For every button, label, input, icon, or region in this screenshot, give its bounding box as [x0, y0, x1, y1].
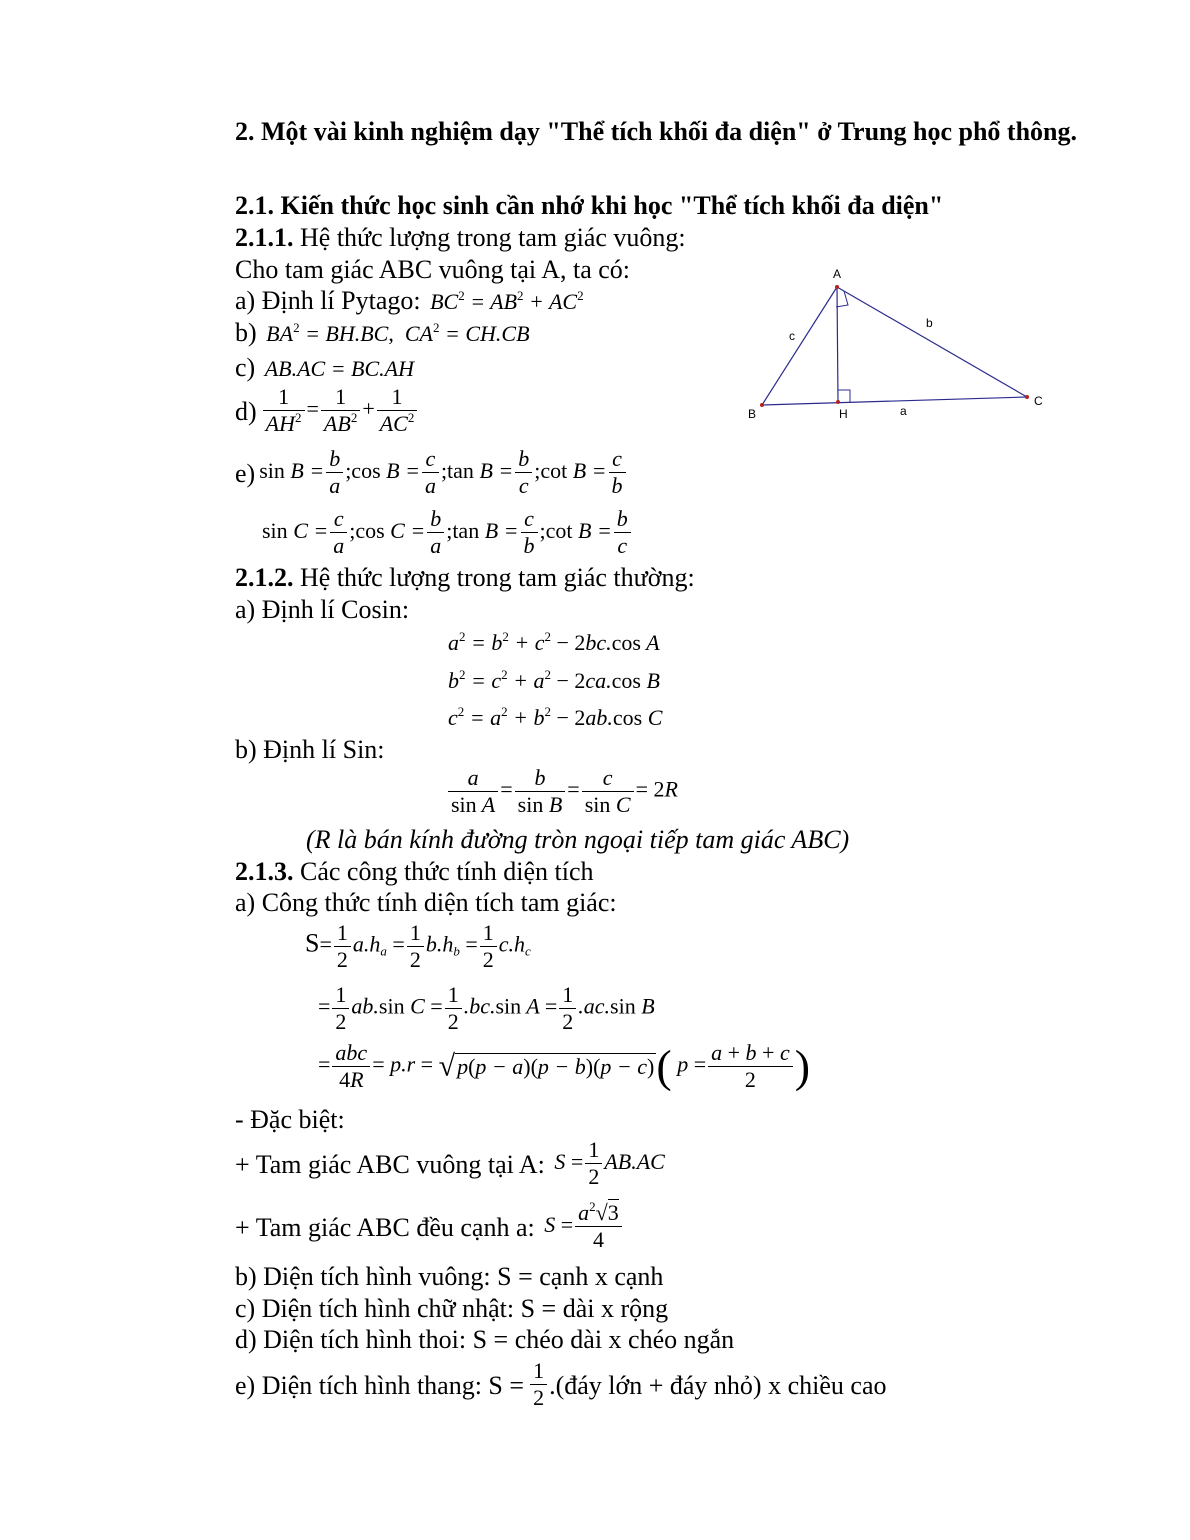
item-e-label: e) — [235, 458, 256, 488]
section-number: 2.1.2. — [235, 563, 294, 592]
item-c-label: c) — [235, 353, 256, 382]
label-side-b: b — [926, 316, 933, 330]
section-number: 2.1.1. — [235, 223, 294, 252]
pythagoras-formula: $BC^2 = AB^2 + AC^2$ — [424, 288, 584, 314]
triangle-area-label: a) Công thức tính diện tích tam giác: — [235, 888, 617, 917]
side-ac — [837, 287, 1027, 397]
equilateral-triangle-area — [235, 1200, 624, 1253]
product-formula: AB.AC = BC.AH — [259, 356, 414, 381]
rhombus-area: d) Diện tích hình thoi: S = chéo dài x chéo ngắn — [235, 1325, 735, 1354]
altitude-ah — [837, 287, 838, 402]
altitude-formula: $\frac{1}{AH^2}$ = $\frac{1}{AB^2}$ + $\frac{1}{AC^2}$ — [261, 396, 420, 421]
point-b — [760, 403, 764, 407]
label-h: H — [839, 407, 848, 421]
sine-rule-label: b) Định lí Sin: — [235, 735, 385, 764]
triangle-area-heights: S= $\frac{1}{2}$ $a.h_a$ = $\frac{1}{2}$ $b.h_b$ = $\frac{1}{2}$ $c.h_c$ — [305, 920, 531, 972]
trapezoid-formula-text: .(đáy lớn + đáy nhỏ) x chiều cao — [549, 1370, 887, 1400]
right-triangle-figure — [740, 260, 1060, 430]
sine-rule-formula: $\frac{a}{\text{sin A}}$ = $\frac{b}{\text{sin B}}$ = $\frac{c}{\text{sin C}}$ = 2R — [446, 765, 678, 818]
item-b-label: b) — [235, 318, 257, 347]
rectangle-area: c) Diện tích hình chữ nhật: S = dài x rộng — [235, 1294, 669, 1323]
right-triangle-formula: S = $\frac{1}{2}$ AB.AC — [548, 1137, 665, 1189]
section-2-1-title: 2.1. Kiến thức học sinh cần nhớ khi học "Thể tích khối đa diện" — [235, 191, 944, 220]
label-c: C — [1034, 394, 1043, 408]
right-angle-mark-h — [838, 390, 850, 402]
trig-ratios-b: sin B = $\frac{b}{a}$ ;cos B = $\frac{c}{a}$ ;tan B = $\frac{b}{c}$ ;cot B = $\frac{c}{b}$ — [259, 458, 627, 483]
section-2-1-1-title — [235, 223, 686, 253]
square-area: b) Diện tích hình vuông: S = cạnh x cạnh — [235, 1262, 664, 1291]
cosine-rule-label: a) Định lí Cosin: — [235, 595, 410, 624]
label-a: A — [833, 267, 842, 281]
projection-formula: $BA^2 = BH.BC$, $CA^2 = CH.CB$ — [260, 320, 530, 346]
section-title: Hệ thức lượng trong tam giác vuông: — [293, 223, 686, 252]
item-a — [235, 286, 584, 316]
section-number: 2.1.3. — [235, 857, 294, 886]
section-2-1-3-title — [235, 857, 594, 887]
main-heading: 2. Một vài kinh nghiệm dạy "Thể tích khối đa diện" ở Trung học phổ thông. — [235, 117, 1078, 146]
item-c — [235, 353, 414, 383]
item-e — [235, 446, 628, 499]
trapezoid-label: e) Diện tích hình thang: S = — [235, 1370, 525, 1400]
triangle-area-heron: = $\frac{\text{abc}}{4R}$ = p.r = √p(p − a)(p − b)(p − c)( p = $\frac{a + b + c}{2}$ ) — [318, 1040, 811, 1092]
section-2-1-2-title — [235, 563, 695, 593]
point-h — [836, 400, 840, 404]
equilateral-triangle-formula: S = $\frac{a^2√3}{4}$ — [539, 1212, 624, 1237]
equilateral-triangle-label: + Tam giác ABC đều cạnh a: — [235, 1212, 535, 1242]
item-b — [235, 318, 530, 348]
cosine-rule-c: $c^2 = a^2 + b^2 - 2ab.\cos$ C — [448, 704, 663, 730]
section-title: Hệ thức lượng trong tam giác thường: — [293, 563, 695, 592]
circumradius-note: (R là bán kính đường tròn ngoại tiếp tam giác ABC) — [306, 825, 850, 854]
label-side-c: c — [789, 329, 795, 343]
intro-text: Cho tam giác ABC vuông tại A, ta có: — [235, 255, 631, 284]
right-triangle-area — [235, 1137, 665, 1190]
cosine-rule-a: $a^2 = b^2 + c^2 - 2bc.\cos$ A — [448, 629, 660, 655]
point-c — [1025, 395, 1029, 399]
item-a-label: a) Định lí Pytago: — [235, 286, 421, 315]
point-a — [835, 285, 839, 289]
label-side-a: a — [900, 404, 907, 418]
right-angle-mark-a — [836, 291, 848, 307]
triangle-area-sines: = $\frac{1}{2}$ ab.sin C = $\frac{1}{2}$ .bc.sin A = $\frac{1}{2}$ .ac.sin B — [318, 982, 655, 1034]
section-title: Các công thức tính diện tích — [293, 857, 594, 886]
cosine-rule-b: $b^2 = c^2 + a^2 - 2ca.\cos$ B — [448, 667, 660, 693]
side-ab — [762, 287, 837, 405]
item-d-label: d) — [235, 396, 257, 426]
label-b: B — [748, 407, 757, 421]
trapezoid-area: e) Diện tích hình thang: S = $\frac{1}{2}$ .(đáy lớn + đáy nhỏ) x chiều cao — [235, 1358, 887, 1410]
trig-ratios-c: sin C = $\frac{c}{a}$ ;cos C = $\frac{b}{a}$ ;tan B = $\frac{c}{b}$ ;cot B = $\frac{b}{c}$ — [262, 506, 633, 559]
item-d — [235, 384, 419, 437]
right-triangle-label: + Tam giác ABC vuông tại A: — [235, 1149, 545, 1179]
side-bc — [762, 397, 1027, 405]
special-cases-label: - Đặc biệt: — [235, 1105, 345, 1134]
